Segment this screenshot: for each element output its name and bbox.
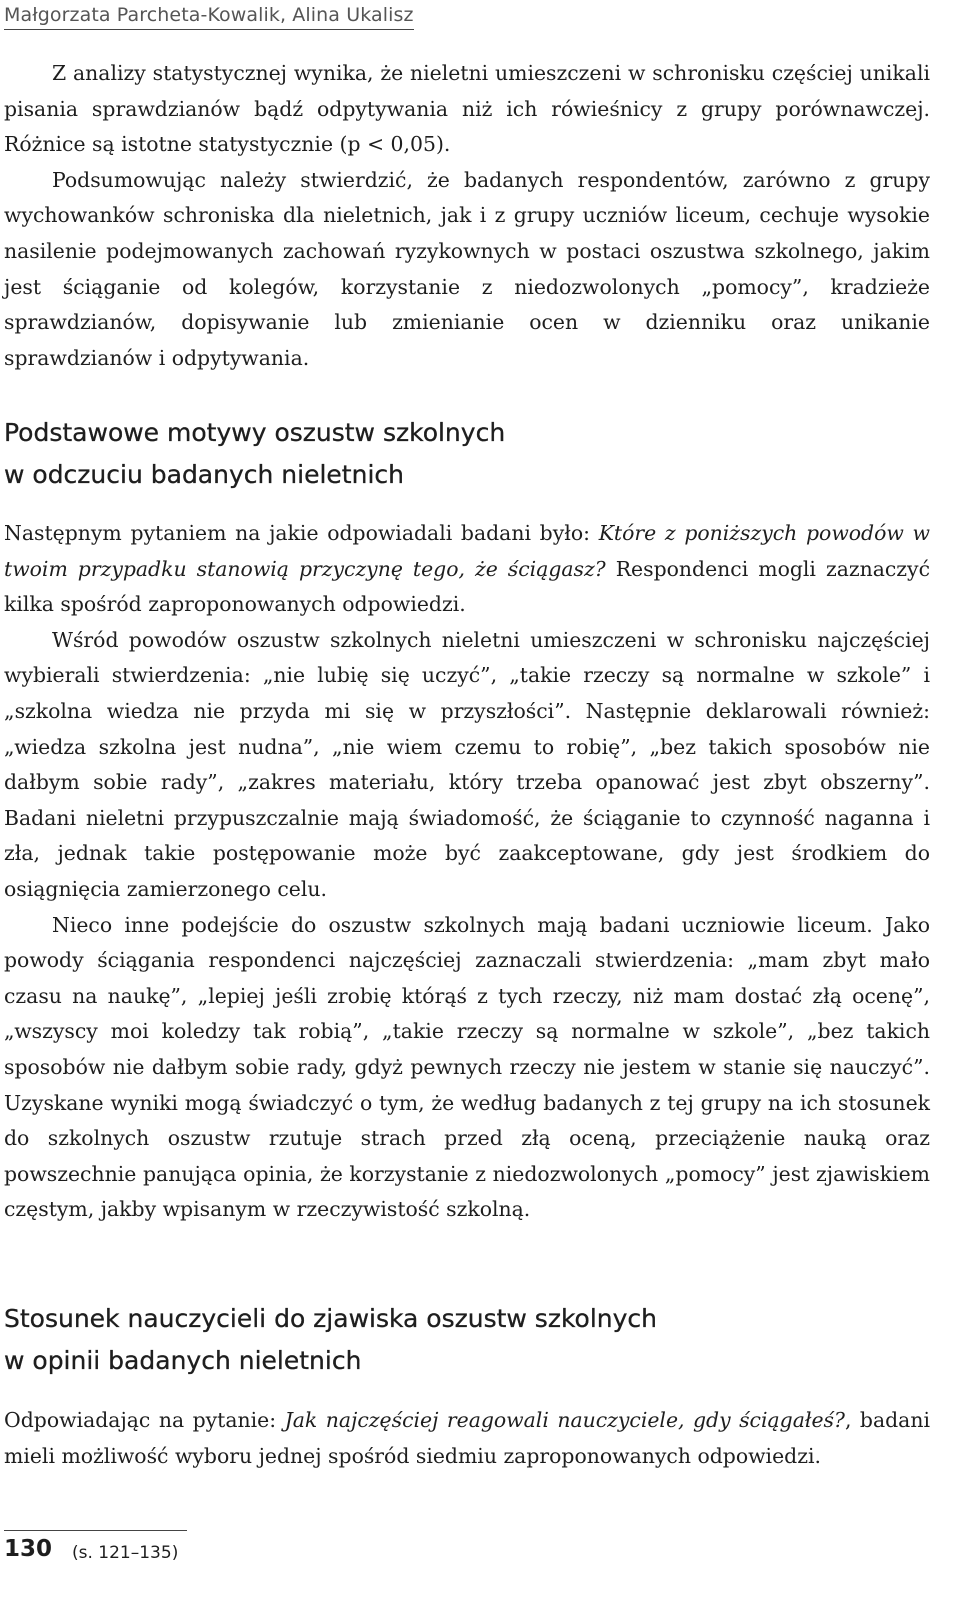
paragraph-question-motives-start: Następnym pytaniem na jakie odpowiadali badani było:: [4, 521, 599, 545]
paragraph-question-motives: [4, 516, 930, 623]
paragraph-question-motives-end: Respondenci mogli zaznaczyć kilka spośród zaproponowanych odpowiedzi.: [4, 556, 930, 617]
section-heading-motives: [4, 412, 505, 496]
paragraph-question-teachers-end: , badani mieli możliwość wyboru jednej spośród siedmiu zaproponowanych odpowiedzi.: [4, 1408, 930, 1468]
text-block-2: [4, 516, 930, 1228]
section-heading-teachers: [4, 1298, 657, 1382]
book-page: [4, 0, 930, 1621]
paragraph-statistical-analysis: Z analizy statystycznej wynika, że nieletni umieszczeni w schronisku częściej unikali pisania sprawdzianów bądź odpytywania niż ich rówieśnicy z grupy porównawczej. Różnice są istotne statystycznie (p < 0,05).: [4, 61, 930, 157]
text-block-1: [4, 56, 930, 376]
question-motives-italic: Które z poniższych powodów w twoim przypadku stanowią przyczynę tego, że ściągasz?: [4, 521, 930, 581]
paragraph-question-teachers-start: Odpowiadając na pytanie:: [4, 1408, 285, 1432]
section-heading-motives-line1: Podstawowe motywy oszustw szkolnych: [4, 418, 506, 447]
question-teachers-italic: Jak najczęściej reagowali nauczyciele, gdy ściągałeś?: [284, 1408, 845, 1432]
paragraph-juvenile-motives: Wśród powodów oszustw szkolnych nieletni umieszczeni w schronisku najczęściej wybierali stwierdzenia: „nie lubię się uczyć”, „takie rzeczy są normalne w szkole” i „szkolna wiedza nie przyda mi się w przyszłości”. Następnie deklarowali również: „wiedza szkolna jest nudna”, „nie wiem czemu to robię”, „bez takich sposobów nie dałbym sobie rady”, „zakres materiału, który trzeba opanować jest zbyt obszerny”. Badani nieletni przypuszczalnie mają świadomość, że ściąganie to czynność naganna i zła, jednak takie postępowanie może być zaakceptowane, gdy jest środkiem do osiągnięcia zamierzonego celu.: [4, 627, 930, 901]
text-block-3: [4, 1403, 930, 1474]
section-heading-motives-line2: w odczuciu badanych nieletnich: [4, 460, 404, 489]
section-heading-teachers-line2: w opinii badanych nieletnich: [4, 1346, 362, 1375]
paragraph-high-school-motives: Nieco inne podejście do oszustw szkolnych mają badani uczniowie liceum. Jako powody ściągania respondenci najczęściej zaznaczali stwierdzenia: „mam zbyt mało czasu na naukę”, „lepiej jeśli zrobię którąś z tych rzeczy, niż mam dostać złą ocenę”, „wszyscy moi koledzy tak robią”, „takie rzeczy są normalne w szkole”, „bez takich sposobów nie dałbym sobie rady, gdyż pewnych rzeczy nie jestem w stanie się nauczyć”. Uzyskane wyniki mogą świadczyć o tym, że według badanych z tej grupy na ich stosunek do szkolnych oszustw rzutuje strach przed złą oceną, przeciążenie nauką oraz powszechnie panująca opinia, że korzystanie z niedozwolonych „pomocy” jest zjawiskiem częstym, jakby wpisanym w rzeczywistość szkolną.: [4, 912, 930, 1222]
running-head-authors: Małgorzata Parcheta-Kowalik, Alina Ukalisz: [4, 4, 414, 30]
section-heading-teachers-line1: Stosunek nauczycieli do zjawiska oszustw szkolnych: [4, 1304, 658, 1333]
paragraph-summary: Podsumowując należy stwierdzić, że badanych respondentów, zarówno z grupy wychowanków schroniska dla nieletnich, jak i z grupy uczniów liceum, cechuje wysokie nasilenie podejmowanych zachowań ryzykownych w postaci oszustwa szkolnego, jakim jest ściąganie od kolegów, korzystanie z niedozwolonych „pomocy”, kradzieże sprawdzianów, dopisywanie lub zmienianie ocen w dzienniku oraz unikanie sprawdzianów i odpytywania.: [4, 167, 930, 370]
footer-divider: [4, 1530, 187, 1531]
page-number: 130: [4, 1536, 53, 1562]
paragraph-question-teachers: [4, 1403, 930, 1474]
page-range: (s. 121–135): [72, 1543, 179, 1563]
